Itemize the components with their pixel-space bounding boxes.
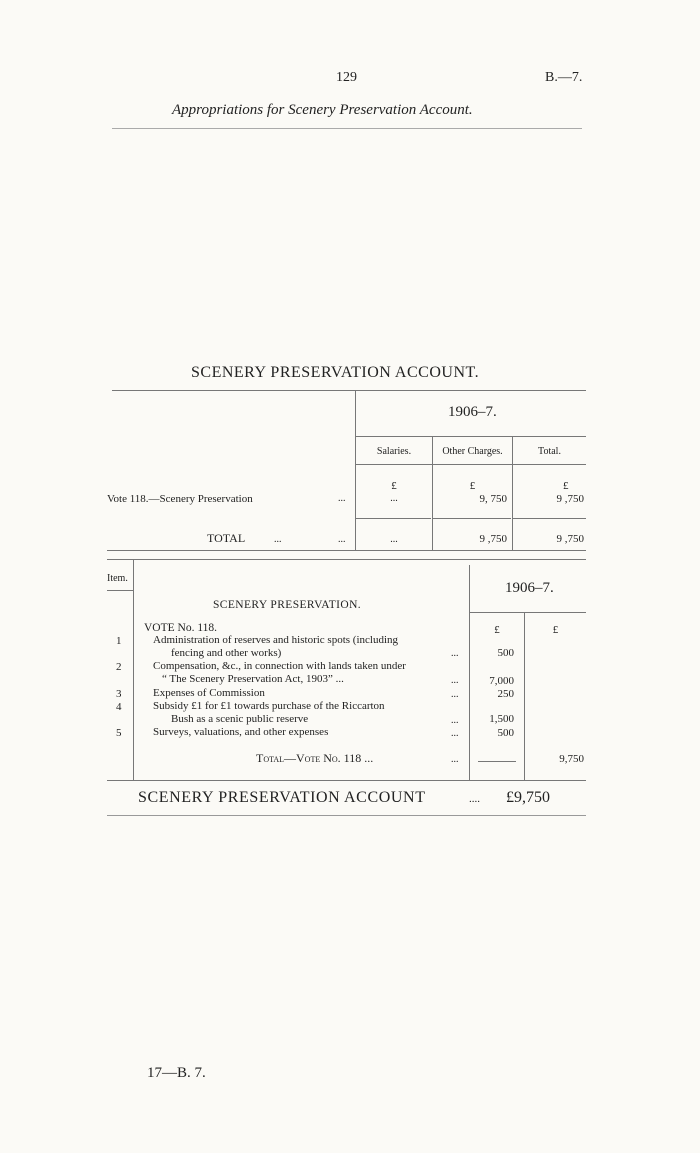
vote-row-salaries: ...	[390, 493, 398, 504]
leader-dots: ...	[451, 648, 459, 659]
detail-top-rule	[107, 559, 586, 560]
detail-sum-rule	[478, 761, 516, 762]
item-amount: 7,000	[489, 675, 514, 687]
signature-mark: 17—B. 7.	[147, 1065, 206, 1081]
item-amount: 500	[497, 727, 514, 739]
running-title: Appropriations for Scenery Preservation Account.	[172, 102, 473, 118]
item-header-rule	[107, 590, 133, 591]
summary-total-label: TOTAL	[207, 531, 246, 545]
item-amount: 500	[497, 647, 514, 659]
leader-dots: ...	[451, 715, 459, 726]
item-description: Compensation, &c., in connection with lands taken under	[153, 660, 406, 672]
col-header-salaries: Salaries.	[376, 446, 412, 457]
vote-row-total: 9 ,750	[556, 493, 584, 505]
vote-label: VOTE No. 118.	[144, 622, 218, 634]
detail-bottom-rule	[107, 780, 586, 781]
item-amount: 1,500	[489, 713, 514, 725]
summary-year-rule	[355, 436, 586, 437]
item-number: 4	[116, 701, 122, 713]
leader-dots: ...	[338, 493, 346, 504]
detail-total-label: Total—Vote No. 118 ...	[256, 751, 374, 765]
leader-dots: ...	[338, 534, 346, 545]
summary-sum-rule	[355, 518, 431, 519]
section-title: SCENERY PRESERVATION.	[213, 599, 362, 611]
detail-year-rule	[469, 612, 586, 613]
vote-row-label: Vote 118.—Scenery Preservation	[107, 493, 253, 505]
currency-symbol: £	[552, 624, 559, 636]
summary-header-rule	[355, 464, 586, 465]
item-number: 1	[116, 635, 122, 647]
item-description: fencing and other works)	[171, 647, 282, 659]
leader-dots: ...	[274, 534, 282, 545]
summary-bottom-rule	[107, 550, 586, 551]
currency-symbol: £	[494, 624, 500, 636]
summary-year: 1906–7.	[448, 404, 497, 420]
item-description: Subsidy £1 for £1 towards purchase of the Riccarton	[153, 700, 385, 712]
item-description: Expenses of Commission	[153, 687, 265, 699]
total-total: 9 ,750	[556, 533, 584, 545]
summary-sum-rule	[433, 518, 511, 519]
item-col-divider	[133, 559, 134, 780]
total-salaries: ...	[390, 534, 398, 545]
leader-dots: ....	[469, 793, 480, 805]
vote-row-other-charges: 9, 750	[479, 493, 507, 505]
item-number: 2	[116, 661, 122, 673]
leader-dots: ...	[451, 754, 459, 765]
amount-col-divider	[469, 565, 470, 780]
item-description: “ The Scenery Preservation Act, 1903” ...	[162, 673, 344, 685]
document-reference: B.—7.	[545, 70, 583, 85]
item-number: 3	[116, 688, 122, 700]
detail-total-value: 9,750	[559, 753, 584, 765]
footer-rule	[107, 815, 586, 816]
currency-symbol: £	[563, 480, 569, 492]
item-amount: 250	[497, 688, 514, 700]
item-number: 5	[116, 727, 122, 739]
summary-sum-rule	[513, 518, 586, 519]
item-description: Bush as a scenic public reserve	[171, 713, 309, 725]
leader-dots: ...	[451, 728, 459, 739]
item-header: Item.	[107, 573, 128, 584]
account-total-value: £9,750	[506, 789, 550, 806]
summary-col-divider	[355, 390, 356, 550]
account-total-label: SCENERY PRESERVATION ACCOUNT	[138, 789, 426, 806]
total-other-charges: 9 ,750	[479, 533, 507, 545]
col-header-total: Total.	[538, 446, 561, 457]
summary-title: SCENERY PRESERVATION ACCOUNT.	[191, 364, 480, 381]
currency-symbol: £	[469, 480, 476, 492]
item-description: Surveys, valuations, and other expenses	[153, 726, 329, 738]
header-rule	[112, 128, 582, 129]
col-header-other-charges: Other Charges.	[442, 446, 503, 457]
page-number: 129	[336, 70, 357, 85]
detail-year: 1906–7.	[505, 580, 554, 596]
currency-symbol: £	[391, 480, 397, 492]
leader-dots: ...	[451, 689, 459, 700]
leader-dots: ...	[451, 675, 459, 686]
item-description: Administration of reserves and historic spots (including	[153, 634, 399, 646]
summary-top-rule	[112, 390, 586, 391]
